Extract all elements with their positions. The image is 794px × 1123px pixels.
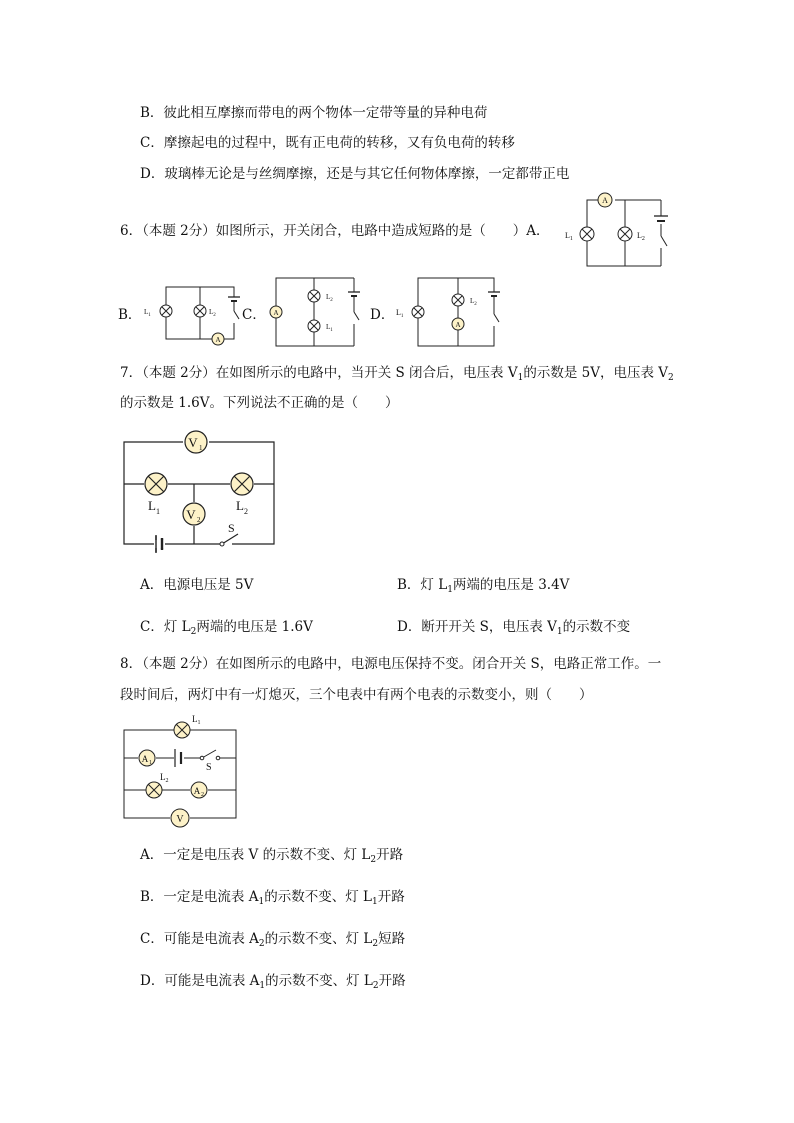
q6-label-b: B． [118,307,142,323]
svg-text:A: A [215,336,221,344]
svg-text:A: A [273,309,279,317]
svg-text:A: A [602,196,608,205]
svg-text:V: V [186,507,196,522]
q6-circuit-a [555,188,675,274]
svg-text:1: 1 [199,444,203,452]
q5-option-c: C．摩擦起电的过程中，既有正电荷的转移，又有负电荷的转移 [140,135,515,151]
q6-circuit-b [138,283,248,345]
svg-text:L2: $L_2$ [326,293,333,303]
svg-text:L2: $L_2$ [160,772,169,784]
svg-text:L1: $L_1$ [326,323,333,333]
svg-text:L1: $L_1$ [148,498,160,516]
svg-text:L1: $L_1$ [396,308,404,319]
q8-option-d: D．可能是电流表 $A_1$的示数不变、灯 $L_2$开路 [140,973,406,991]
q7-option-b: B．灯 $L_1$两端的电压是 3.4V [397,577,570,595]
q5-option-d: D．玻璃棒无论是与丝绸摩擦，还是与其它任何物体摩擦，一定都带正电 [140,166,570,182]
q7-option-a: A．电源电压是 5V [140,577,254,593]
q6-label-c: C． [242,307,266,323]
svg-text:2: 2 [201,792,204,798]
q7-option-c: C．灯 $L_2$两端的电压是 1.6V [140,619,313,637]
svg-text:V: V [188,435,198,450]
svg-text:L2: $L_2$ [470,297,477,307]
q8-option-c: C．可能是电流表 $A_2$的示数不变、灯 $L_2$短路 [140,931,406,949]
q7-circuit [118,428,284,552]
q6-circuit-c [262,274,372,350]
q8-stem-line2: 段时间后，两灯中有一灯熄灭，三个电表中有两个电表的示数变小，则（ ） [120,687,593,703]
q8-stem-line1: 8．（本题 2分）在如图所示的电路中，电源电压保持不变。闭合开关 S，电路正常工作。一 [120,656,662,672]
svg-text:2: 2 [197,516,201,524]
svg-text:S: S [228,521,235,535]
svg-text:L2: $L_2$ [637,231,645,242]
q5-option-b: B．彼此相互摩擦而带电的两个物体一定带等量的异种电荷 [140,105,488,121]
q8-circuit [118,712,242,832]
q6-stem: 6．（本题 2分）如图所示，开关闭合，电路中造成短路的是（ ）A． [120,223,550,239]
q7-option-d: D．断开开关 S，电压表 $V_1$的示数不变 [397,619,631,637]
q6-label-d: D． [370,307,395,323]
svg-text:V: V [176,814,184,825]
svg-text:A: A [141,754,149,764]
svg-text:L2: $L_2$ [236,498,248,516]
svg-text:L1: $L_1$ [144,308,151,318]
q7-stem-line2: 的示数是 1.6V。下列说法不正确的是（ ） [120,395,399,411]
svg-text:A: A [193,786,201,796]
q8-option-b: B．一定是电流表 $A_1$的示数不变、灯 $L_1$开路 [140,889,405,907]
svg-text:L1: $L_1$ [565,231,573,242]
svg-text:A: A [455,321,461,329]
svg-text:L1: $L_1$ [192,714,201,726]
svg-text:1: 1 [149,760,152,766]
svg-text:S: S [206,762,212,773]
q7-stem-line1: 7．（本题 2分）在如图所示的电路中，当开关 S 闭合后，电压表 $V_1$的示数是 5V，电压表 $V_2$ [120,365,674,383]
q8-option-a: A．一定是电压表 V 的示数不变、灯 $L_2$开路 [140,847,404,865]
svg-text:L2: $L_2$ [209,308,216,318]
q6-circuit-d [390,274,510,350]
